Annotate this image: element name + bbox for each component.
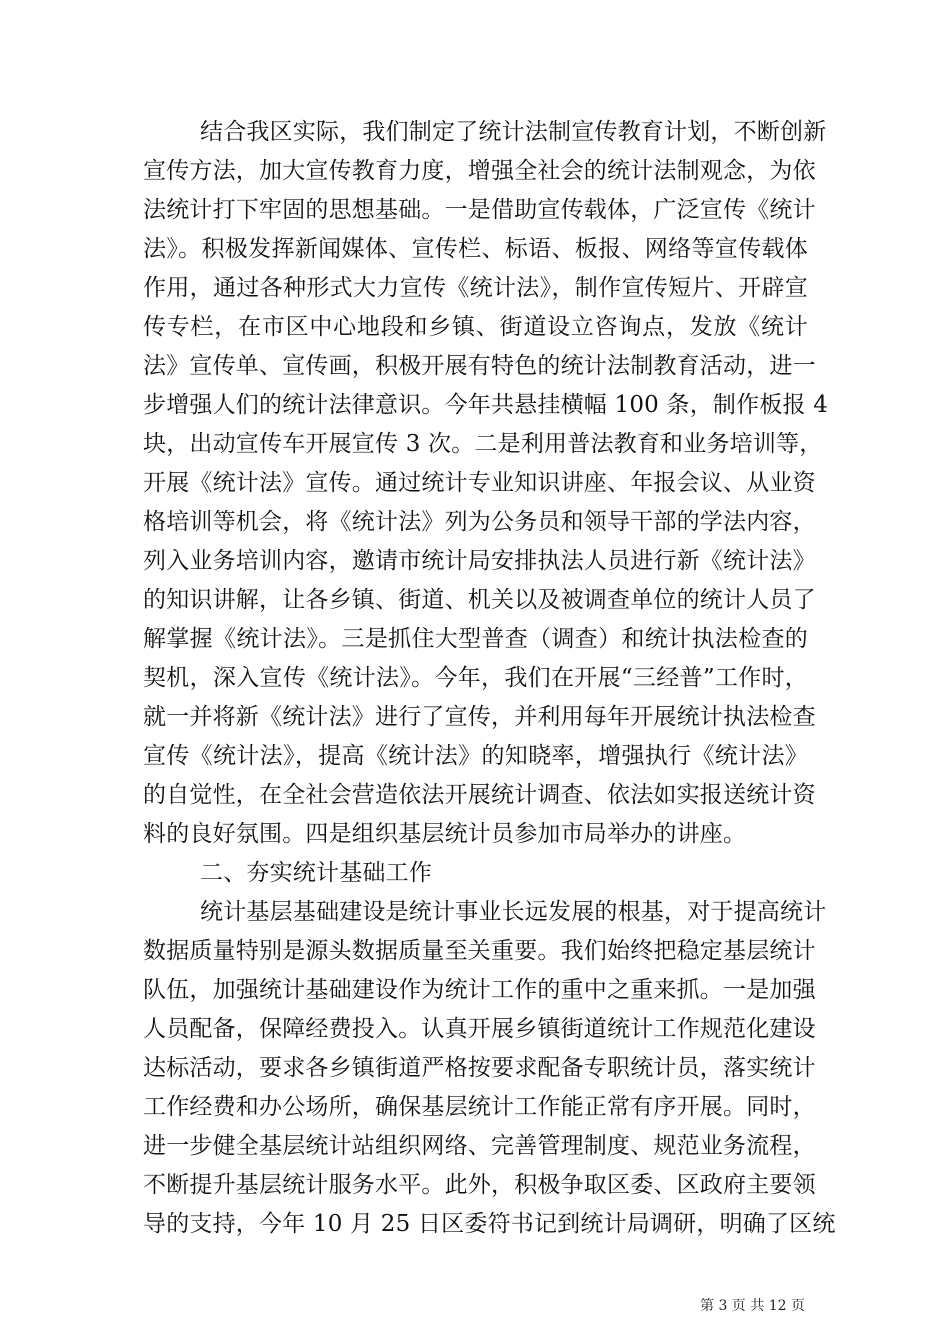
paragraph-line: 达标活动，要求各乡镇街道严格按要求配备专职统计员，落实统计 bbox=[143, 1055, 816, 1081]
paragraph-line: 就一并将新《统计法》进行了宣传，并利用每年开展统计执法检查 bbox=[143, 704, 816, 730]
paragraph-line: 宣传《统计法》，提高《统计法》的知晓率，增强执行《统计法》 bbox=[143, 743, 808, 769]
paragraph-line: 不断提升基层统计服务水平。此外，积极争取区委、区政府主要领 bbox=[143, 1172, 816, 1198]
page-number-footer: 第 3 页 共 12 页 bbox=[700, 1298, 805, 1314]
paragraph-line: 法》宣传单、宣传画，积极开展有特色的统计法制教育活动，进一 bbox=[143, 353, 816, 379]
paragraph-line: 契机，深入宣传《统计法》。今年，我们在开展“三经普”工作时， bbox=[143, 665, 808, 691]
section-heading: 二、夯实统计基础工作 bbox=[200, 860, 432, 886]
paragraph-line: 步增强人们的统计法律意识。今年共悬挂横幅 100 条，制作板报 4 bbox=[143, 392, 829, 418]
paragraph-line: 法》。积极发挥新闻媒体、宣传栏、标语、板报、网络等宣传载体 bbox=[143, 236, 808, 262]
paragraph-line: 传专栏，在市区中心地段和乡镇、街道设立咨询点，发放《统计 bbox=[143, 314, 808, 340]
paragraph-line: 解掌握《统计法》。三是抓住大型普查（调查）和统计执法检查的 bbox=[143, 626, 808, 652]
paragraph-line: 结合我区实际，我们制定了统计法制宣传教育计划，不断创新 bbox=[200, 119, 827, 145]
paragraph-line: 的知识讲解，让各乡镇、街道、机关以及被调查单位的统计人员了 bbox=[143, 587, 816, 613]
paragraph-line: 作用，通过各种形式大力宣传《统计法》，制作宣传短片、开辟宣 bbox=[143, 275, 808, 301]
paragraph-line: 工作经费和办公场所，确保基层统计工作能正常有序开展。同时， bbox=[143, 1094, 816, 1120]
paragraph-line: 法统计打下牢固的思想基础。一是借助宣传载体，广泛宣传《统计 bbox=[143, 197, 816, 223]
paragraph-line: 块，出动宣传车开展宣传 3 次。二是利用普法教育和业务培训等， bbox=[143, 431, 823, 457]
paragraph-line: 宣传方法，加大宣传教育力度，增强全社会的统计法制观念，为依 bbox=[143, 158, 816, 184]
paragraph-line: 数据质量特别是源头数据质量至关重要。我们始终把稳定基层统计 bbox=[143, 938, 816, 964]
paragraph-line: 队伍，加强统计基础建设作为统计工作的重中之重来抓。一是加强 bbox=[143, 977, 816, 1003]
paragraph-line: 统计基层基础建设是统计事业长远发展的根基，对于提高统计 bbox=[200, 899, 827, 925]
paragraph-line: 开展《统计法》宣传。通过统计专业知识讲座、年报会议、从业资 bbox=[143, 470, 816, 496]
paragraph-line: 的自觉性，在全社会营造依法开展统计调查、依法如实报送统计资 bbox=[143, 782, 816, 808]
paragraph-line: 料的良好氛围。四是组织基层统计员参加市局举办的讲座。 bbox=[143, 821, 747, 847]
paragraph-line: 列入业务培训内容，邀请市统计局安排执法人员进行新《统计法》 bbox=[143, 548, 816, 574]
paragraph-line: 人员配备，保障经费投入。认真开展乡镇街道统计工作规范化建设 bbox=[143, 1016, 816, 1042]
paragraph-line: 格培训等机会，将《统计法》列为公务员和领导干部的学法内容， bbox=[143, 509, 816, 535]
paragraph-line: 进一步健全基层统计站组织网络、完善管理制度、规范业务流程， bbox=[143, 1133, 816, 1159]
paragraph-line: 导的支持，今年 10 月 25 日区委符书记到统计局调研，明确了区统 bbox=[143, 1211, 836, 1237]
